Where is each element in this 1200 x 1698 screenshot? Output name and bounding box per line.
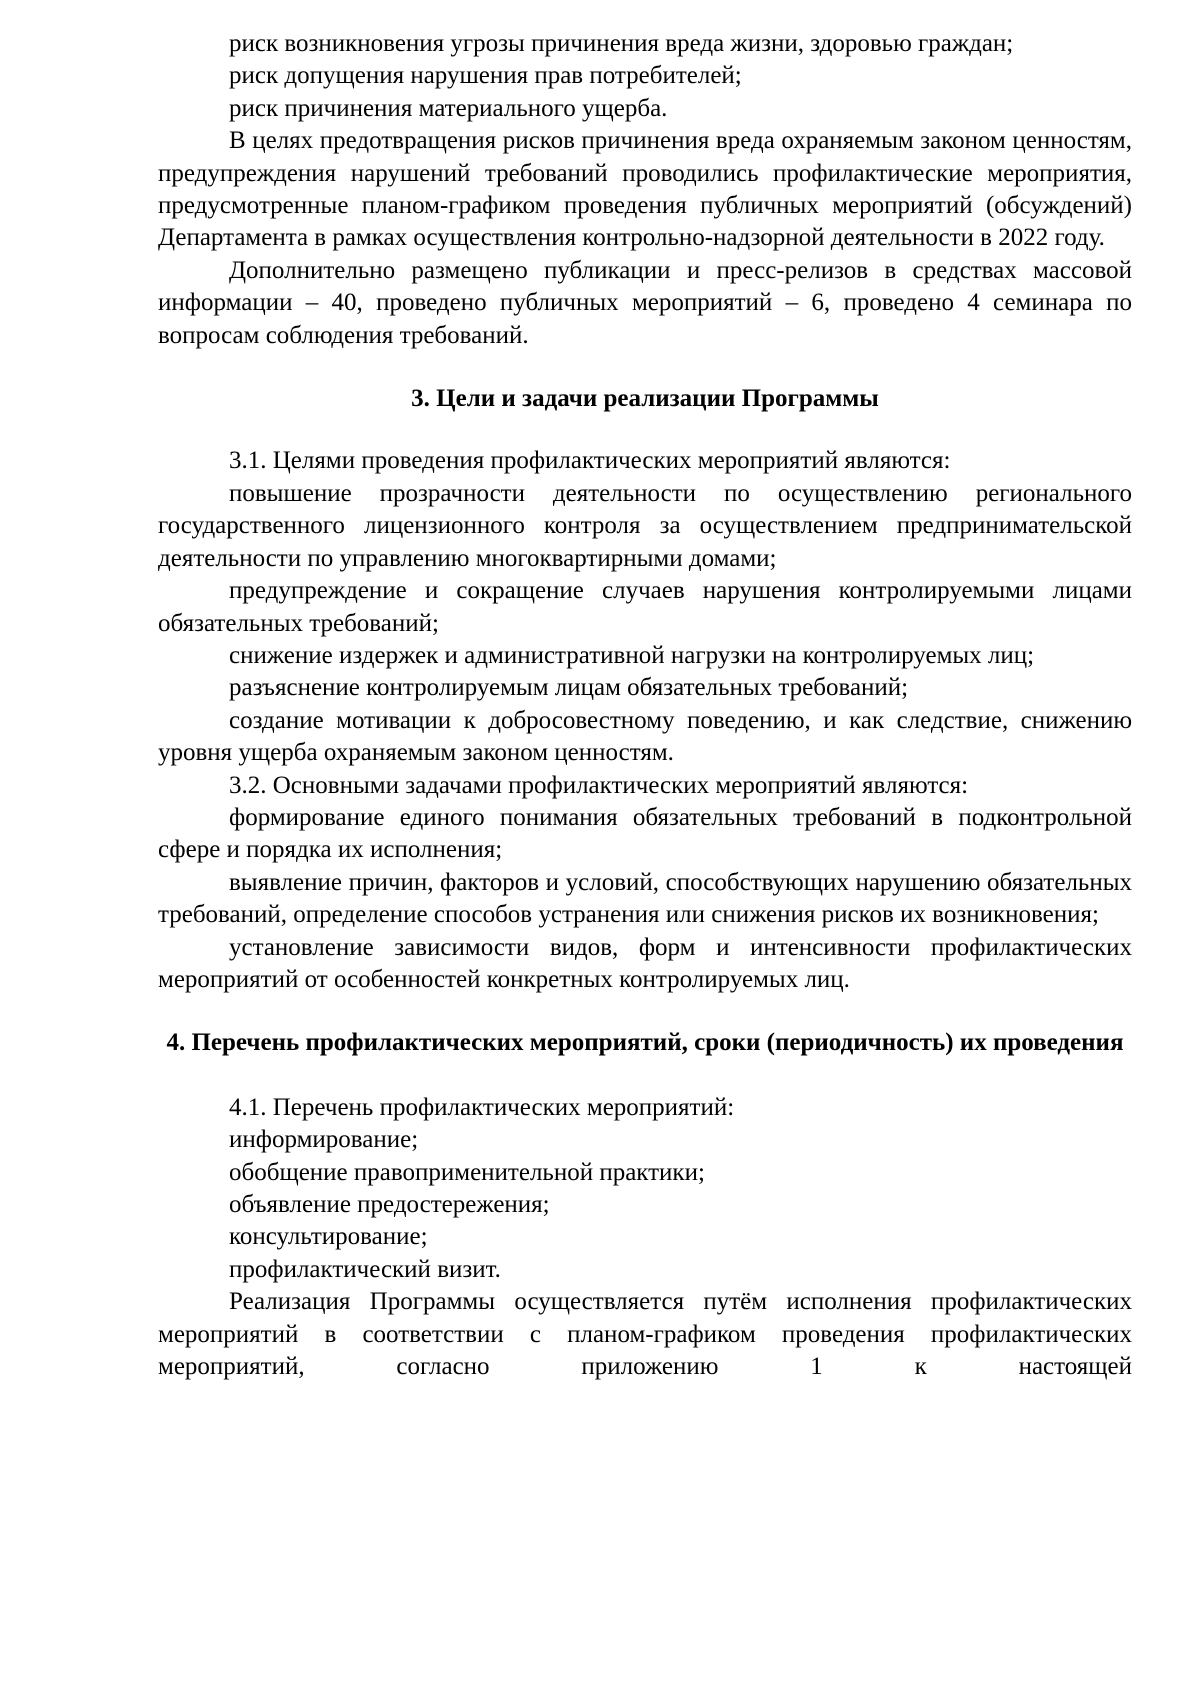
- risk-item: риск причинения материального ущерба.: [229, 94, 668, 122]
- list-item: объявление предостережения;: [229, 1191, 550, 1218]
- paragraph: выявление причин, факторов и условий, способствующих нарушению обязательных требований, определение способов устранения или снижения рисков их возникновения;: [158, 868, 1132, 929]
- paragraph: Дополнительно размещено публикации и пресс-релизов в средствах массовой информации – 40, проведено публичных мероприятий – 6, проведено 4 семинара по вопросам соблюдения требований.: [158, 256, 1132, 349]
- paragraph: повышение прозрачности деятельности по осуществлению регионального государственного лицензионного контроля за осуществлением предпринимательской деятельности по управлению многоквартирными домами;: [158, 479, 1132, 572]
- paragraph: Реализация Программы осуществляется путём исполнения профилактических мероприятий в соответствии с планом-графиком проведения профилактических мероприятий, согласно приложению 1 к настоящей: [158, 1288, 1132, 1381]
- paragraph: 3.2. Основными задачами профилактических мероприятий являются:: [229, 771, 969, 799]
- paragraph: снижение издержек и административной нагрузки на контролируемых лиц;: [229, 641, 1035, 669]
- paragraph: разъяснение контролируемым лицам обязательных требований;: [229, 674, 909, 702]
- list-item: профилактический визит.: [229, 1255, 501, 1283]
- paragraph: 4.1. Перечень профилактических мероприятий:: [229, 1093, 735, 1121]
- list-item: обобщение правоприменительной практики;: [229, 1158, 705, 1186]
- section-heading-4: 4. Перечень профилактических мероприятий, сроки (периодичность) их проведения: [166, 1029, 1124, 1057]
- paragraph: установление зависимости видов, форм и интенсивности профилактических мероприятий от особенностей конкретных контролируемых лиц.: [158, 933, 1132, 993]
- paragraph: предупреждение и сокращение случаев нарушения контролируемыми лицами обязательных требований;: [158, 577, 1132, 637]
- paragraph: создание мотивации к добросовестному поведению, и как следствие, снижению уровня ущерба охраняемым законом ценностям.: [158, 706, 1132, 767]
- section-heading-3: 3. Цели и задачи реализации Программы: [411, 385, 879, 413]
- paragraph: В целях предотвращения рисков причинения вреда охраняемым законом ценностям, предупреждения нарушений требований проводились профилактические мероприятия, предусмотренные планом-графиком проведения публичных мероприятий (обсуждений) Департамента в рамках осуществления контрольно-надзорной деятельности в 2022 году.: [158, 127, 1132, 252]
- list-item: информирование;: [229, 1126, 419, 1154]
- risk-item: риск допущения нарушения прав потребителей;: [229, 62, 742, 90]
- paragraph: формирование единого понимания обязательных требований в подконтрольной сфере и порядка их исполнения;: [158, 803, 1132, 864]
- risk-item: риск возникновения угрозы причинения вреда жизни, здоровью граждан;: [229, 30, 1014, 57]
- paragraph: 3.1. Целями проведения профилактических мероприятий являются:: [229, 447, 951, 475]
- list-item: консультирование;: [229, 1223, 428, 1251]
